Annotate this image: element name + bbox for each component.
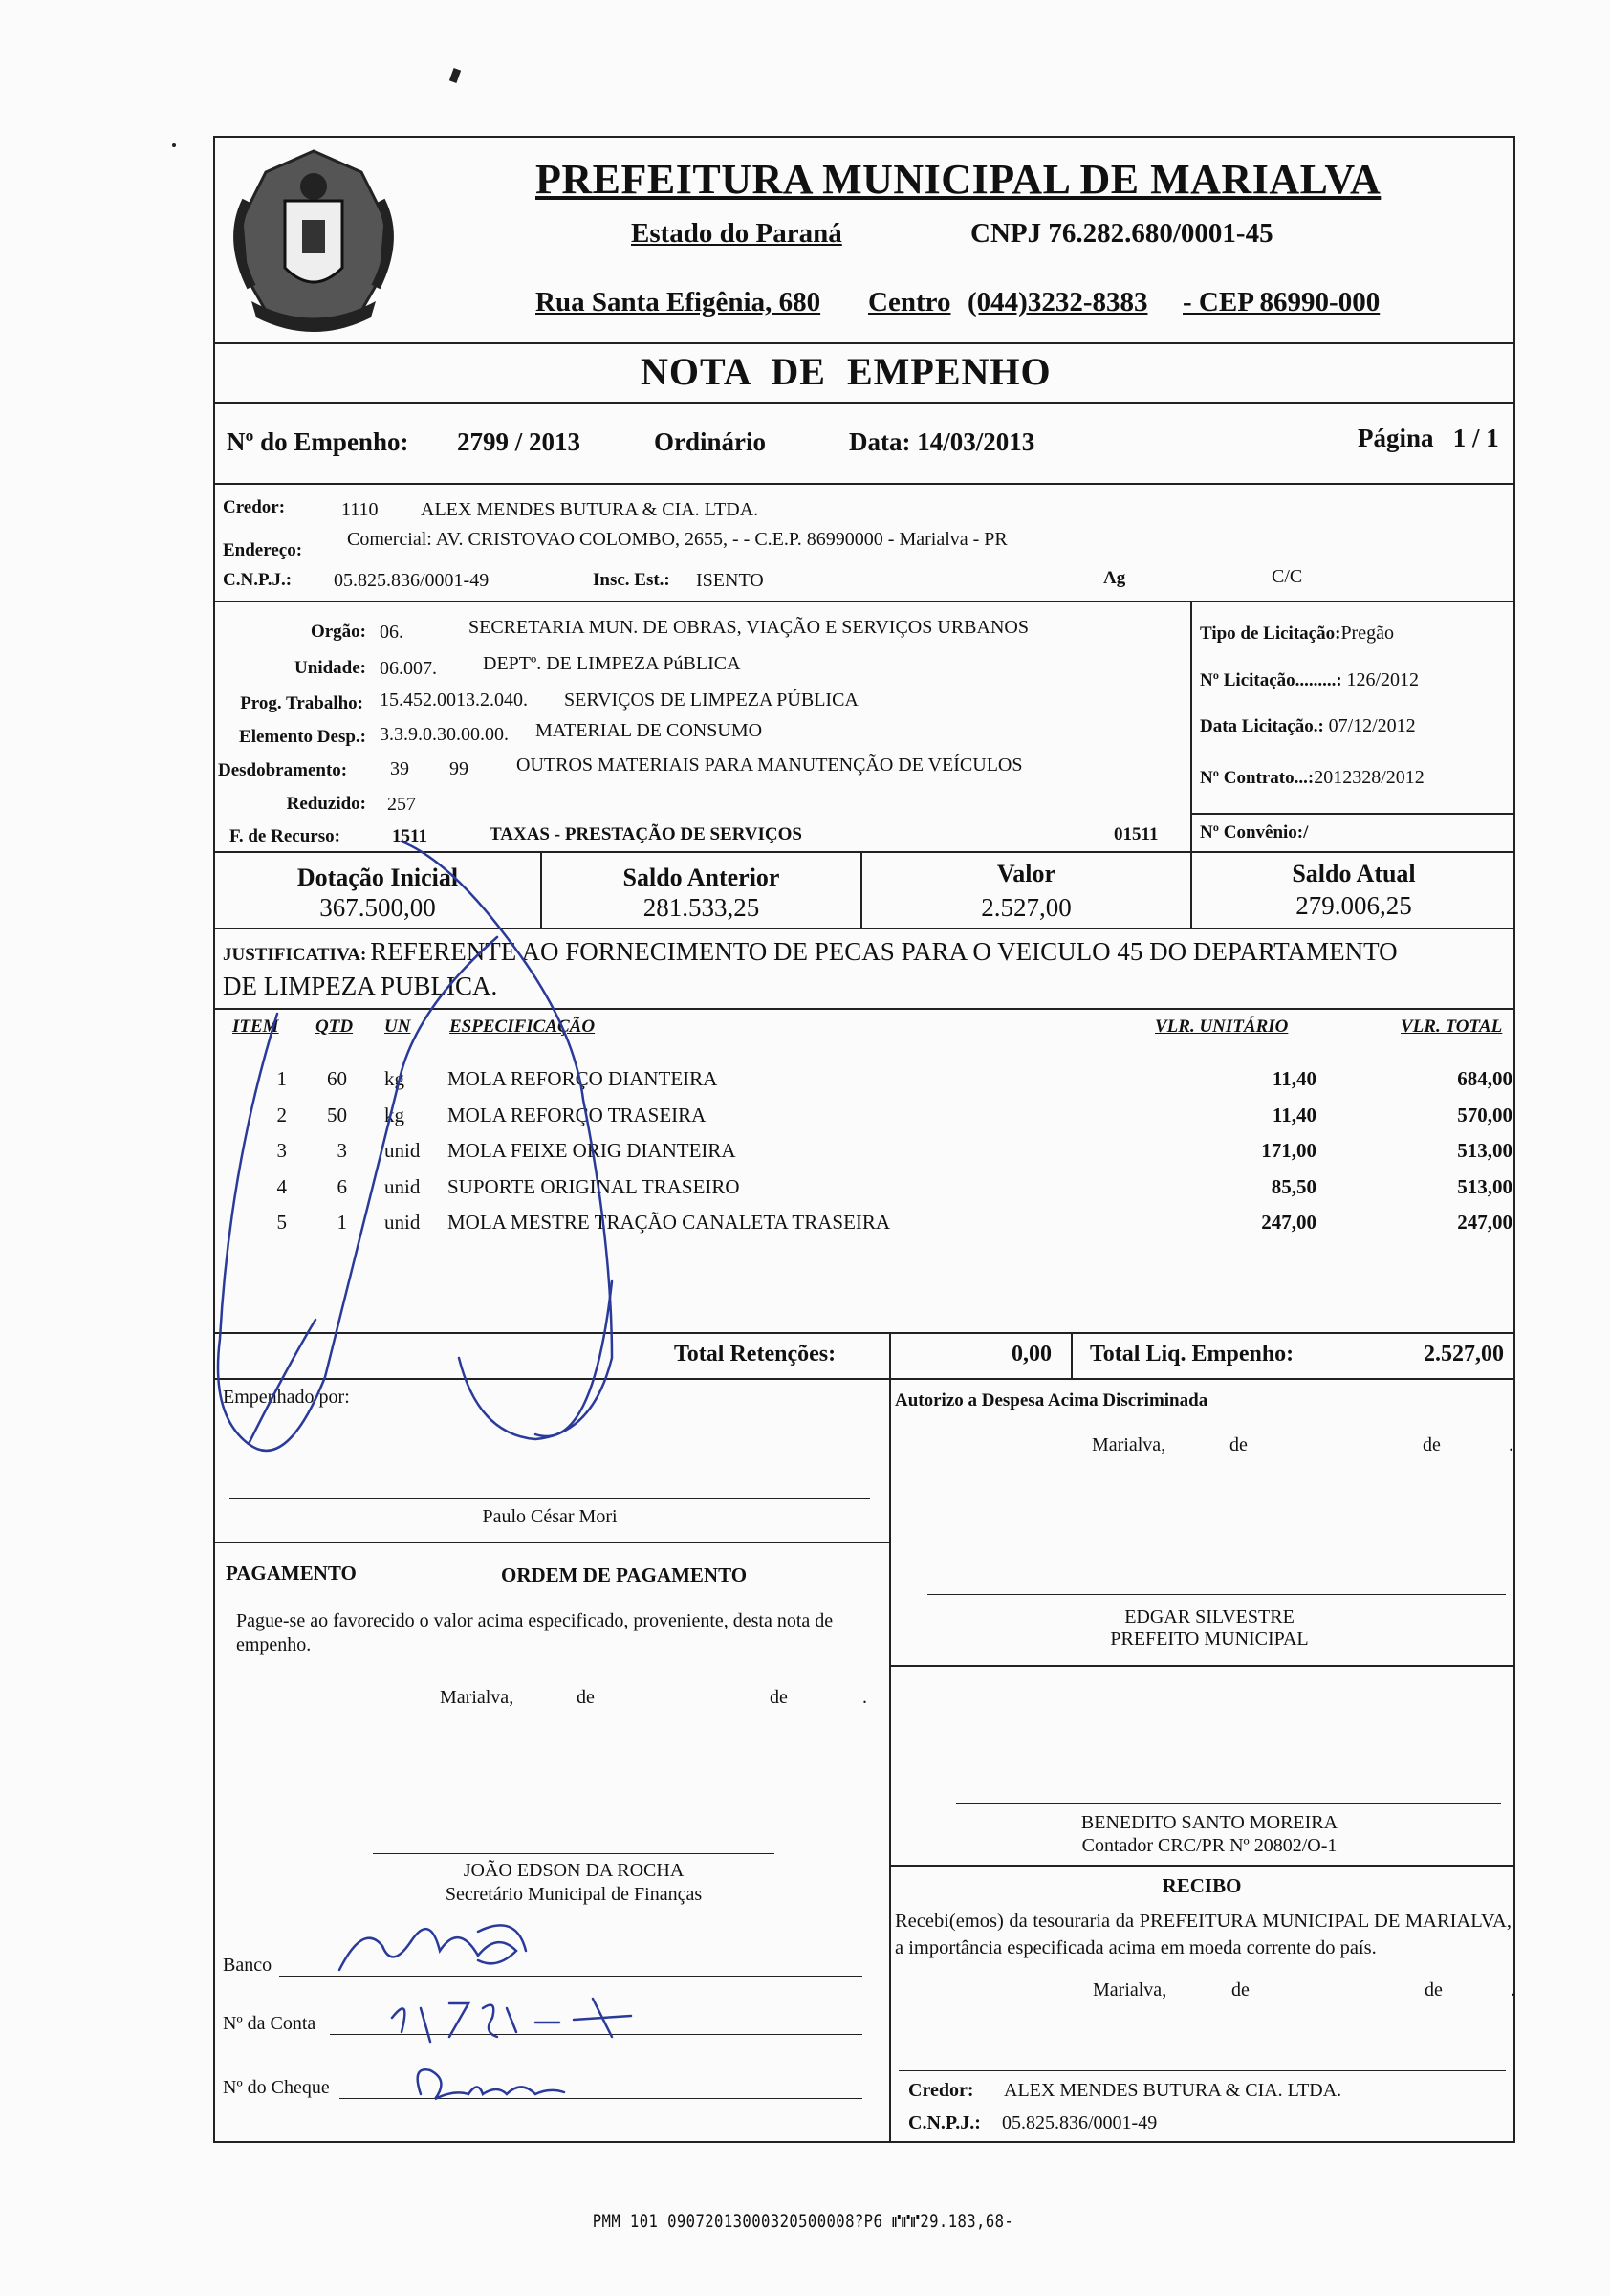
reduzido-label: Reduzido:	[286, 794, 366, 814]
licitacao-contrato	[1200, 767, 1425, 789]
prog-name: SERVIÇOS DE LIMPEZA PÚBLICA	[564, 689, 859, 711]
prog-label: Prog. Trabalho:	[240, 693, 363, 713]
banco-label: Banco	[223, 1955, 272, 1976]
desdobramento-name: OUTROS MATERIAIS PARA MANUTENÇÃO DE VEÍCULOS	[516, 754, 1023, 776]
item-un: kg	[384, 1067, 404, 1090]
desdobramento-code: 39	[390, 758, 409, 779]
dotacao-inicial-label: Dotação Inicial	[296, 864, 459, 891]
signature-line	[373, 1853, 774, 1854]
licitacao-numero-value: 126/2012	[1346, 669, 1420, 690]
item-qtd: 1	[337, 1211, 347, 1234]
licitacao-numero	[1200, 669, 1419, 691]
valor-label: Valor	[996, 860, 1056, 887]
autorizo-text: Autorizo a Despesa Acima Discriminada	[895, 1390, 1208, 1410]
recibo-title: RECIBO	[1162, 1874, 1242, 1897]
recibo-cnpj: 05.825.836/0001-49	[1002, 2112, 1158, 2133]
retencoes-value: 0,00	[1012, 1342, 1052, 1367]
justificativa-text-cont: DE LIMPEZA PUBLICA.	[223, 972, 498, 1000]
footer-micr: PMM 101 09072013000320500008?P6 ⑈⑈⑈29.183,68-	[592, 2211, 1014, 2232]
credor-code: 1110	[341, 499, 379, 520]
autorizo-dot: .	[1509, 1434, 1513, 1455]
scan-mark	[449, 68, 461, 83]
signature-line	[899, 2070, 1506, 2071]
contador-role: Contador CRC/PR Nº 20802/O-1	[1081, 1835, 1338, 1856]
divider	[889, 1378, 891, 2143]
unidade-name: DEPTº. DE LIMPEZA PúBLICA	[483, 653, 741, 674]
pague-dot: .	[862, 1687, 867, 1708]
orgao-code: 06.	[380, 622, 403, 643]
header-district: Centro	[868, 287, 951, 317]
licitacao-data-label: Data Licitação.:	[1200, 716, 1324, 736]
signature-line	[229, 1498, 870, 1499]
item-unit: 11,40	[1272, 1067, 1316, 1090]
unidade-label: Unidade:	[294, 658, 366, 678]
empenhado-label: Empenhado por:	[223, 1387, 350, 1408]
item-qtd: 50	[327, 1104, 347, 1126]
recibo-de-2: de	[1425, 1979, 1443, 2001]
scan-mark	[172, 143, 176, 147]
divider	[213, 1008, 1515, 1010]
secretario-role: Secretário Municipal de Finanças	[445, 1884, 703, 1905]
item-unit: 85,50	[1271, 1175, 1316, 1198]
item-spec: MOLA FEIXE ORIG DIANTEIRA	[447, 1139, 736, 1162]
insc-value: ISENTO	[696, 570, 764, 591]
items-header-spec: ESPECIFICAÇÃO	[449, 1017, 596, 1037]
pague-de-1: de	[577, 1687, 595, 1708]
saldo-atual-label: Saldo Atual	[1292, 860, 1416, 887]
page-number: Página 1 / 1	[1358, 424, 1499, 452]
divider	[889, 1665, 1515, 1667]
conta-label: Nº da Conta	[223, 2013, 316, 2034]
item-spec: MOLA REFORÇO TRASEIRA	[447, 1104, 707, 1126]
pague-de-2: de	[770, 1687, 788, 1708]
item-number: 3	[276, 1139, 287, 1162]
pagamento-heading: PAGAMENTO	[226, 1562, 357, 1585]
item-unit: 171,00	[1261, 1139, 1316, 1162]
saldo-anterior-value: 281.533,25	[642, 893, 760, 922]
orgao-label: Orgão:	[310, 622, 366, 642]
divider	[213, 1332, 1515, 1334]
empenho-type: Ordinário	[654, 427, 767, 456]
justificativa-label: JUSTIFICATIVA:	[223, 945, 367, 965]
divider	[889, 1332, 891, 1378]
item-total: 570,00	[1457, 1104, 1512, 1126]
licitacao-numero-label: Nº Licitação.........:	[1200, 670, 1342, 690]
items-header-item: ITEM	[232, 1017, 279, 1037]
item-un: unid	[384, 1175, 421, 1198]
divider	[213, 1542, 889, 1543]
divider	[213, 483, 1515, 485]
item-unit: 11,40	[1272, 1104, 1316, 1126]
recurso-code: 1511	[392, 826, 427, 846]
credor-cnpj: 05.825.836/0001-49	[334, 570, 490, 591]
saldo-atual-value: 279.006,25	[1295, 891, 1412, 920]
divider	[213, 601, 1515, 602]
desdobramento-sub: 99	[449, 758, 468, 779]
divider	[213, 342, 1515, 344]
licitacao-data	[1200, 715, 1416, 737]
item-spec: SUPORTE ORIGINAL TRASEIRO	[447, 1175, 740, 1198]
empenho-date: Data: 14/03/2013	[849, 427, 1035, 456]
cheque-label: Nº do Cheque	[223, 2077, 330, 2098]
item-spec: MOLA REFORÇO DIANTEIRA	[447, 1067, 718, 1090]
items-header-qtd: QTD	[315, 1017, 354, 1037]
item-un: unid	[384, 1211, 421, 1234]
prefeito-role: PREFEITO MUNICIPAL	[1110, 1629, 1309, 1650]
item-qtd: 60	[327, 1067, 347, 1090]
agency-label: Ag	[1103, 568, 1126, 588]
item-un: kg	[384, 1104, 404, 1126]
page-title: PREFEITURA MUNICIPAL DE MARIALVA	[535, 156, 1382, 203]
signature-line	[927, 1594, 1506, 1595]
licitacao-contrato-label: Nº Contrato...:	[1200, 768, 1315, 788]
header-street: Rua Santa Efigênia, 680	[535, 287, 821, 317]
items-header-unit: VLR. UNITÁRIO	[1155, 1017, 1289, 1037]
divider	[213, 851, 1515, 853]
recibo-de-1: de	[1231, 1979, 1250, 2001]
pague-text: Pague-se ao favorecido o valor acima especificado, proveniente, desta nota de empenho.	[236, 1610, 834, 1655]
desdobramento-label: Desdobramento:	[218, 760, 348, 780]
item-number: 1	[276, 1067, 287, 1090]
secretario-name: JOÃO EDSON DA ROCHA	[463, 1860, 685, 1881]
account-label: C/C	[1272, 566, 1303, 587]
header-cep: - CEP 86990-000	[1183, 287, 1381, 317]
header-phone: (044)3232-8383	[968, 287, 1148, 317]
prog-code: 15.452.0013.2.040.	[380, 689, 528, 711]
conta-line	[330, 2034, 862, 2035]
item-spec: MOLA MESTRE TRAÇÃO CANALETA TRASEIRA	[447, 1211, 891, 1234]
licitacao-tipo-label: Tipo de Licitação:	[1200, 623, 1341, 644]
item-qtd: 3	[337, 1139, 347, 1162]
signature-line	[956, 1803, 1501, 1804]
elemento-name: MATERIAL DE CONSUMO	[535, 720, 763, 741]
cheque-line	[339, 2098, 862, 2099]
item-total: 247,00	[1457, 1211, 1512, 1234]
banco-line	[279, 1976, 862, 1977]
items-header-un: UN	[384, 1017, 411, 1037]
valor-value: 2.527,00	[981, 893, 1072, 922]
justificativa	[223, 937, 1509, 967]
recurso-label: F. de Recurso:	[229, 826, 340, 846]
document-title: NOTA DE EMPENHO	[641, 350, 1052, 393]
prefeito-name: EDGAR SILVESTRE	[1124, 1607, 1295, 1628]
item-unit: 247,00	[1261, 1211, 1316, 1234]
recurso-name: TAXAS - PRESTAÇÃO DE SERVIÇOS	[490, 824, 802, 844]
recibo-place: Marialva,	[1093, 1979, 1167, 2001]
justificativa-text: REFERENTE AO FORNECIMENTO DE PECAS PARA O VEICULO 45 DO DEPARTAMENTO	[370, 937, 1398, 966]
licitacao-data-value: 07/12/2012	[1328, 715, 1416, 736]
licitacao-contrato-value: 2012328/2012	[1314, 767, 1425, 788]
elemento-label: Elemento Desp.:	[239, 727, 366, 747]
recurso-number: 01511	[1114, 824, 1159, 844]
retencoes-label: Total Retenções:	[674, 1342, 837, 1367]
divider	[213, 928, 1515, 929]
credor-cnpj-label: C.N.P.J.:	[223, 570, 293, 590]
divider	[1071, 1332, 1073, 1378]
credor-label: Credor:	[223, 497, 286, 517]
insc-label: Insc. Est.:	[593, 570, 670, 590]
divider	[213, 402, 1515, 404]
recibo-text: Recebi(emos) da tesouraria da PREFEITURA MUNICIPAL DE MARIALVA, a importância especificada acima em moeda corrente do país.	[895, 1911, 1512, 1958]
endereco-value: Comercial: AV. CRISTOVAO COLOMBO, 2655, - - C.E.P. 86990000 - Marialva - PR	[347, 529, 1008, 550]
empenhado-name: Paulo César Mori	[482, 1506, 618, 1527]
divider	[213, 1378, 1515, 1380]
item-qtd: 6	[337, 1175, 347, 1198]
ordem-heading: ORDEM DE PAGAMENTO	[501, 1563, 748, 1586]
empenho-number: 2799 / 2013	[457, 427, 581, 456]
item-total: 513,00	[1457, 1175, 1512, 1198]
items-header-total: VLR. TOTAL	[1401, 1017, 1503, 1037]
unidade-code: 06.007.	[380, 658, 437, 679]
autorizo-place: Marialva,	[1092, 1434, 1166, 1455]
convenio-label: Nº Convênio:/	[1200, 822, 1309, 842]
contador-name: BENEDITO SANTO MOREIRA	[1080, 1812, 1338, 1833]
item-total: 513,00	[1457, 1139, 1512, 1162]
item-number: 5	[276, 1211, 287, 1234]
state-name: Estado do Paraná	[631, 218, 842, 249]
empenho-number-label: Nº do Empenho:	[227, 427, 409, 456]
liquido-label: Total Liq. Empenho:	[1090, 1342, 1295, 1367]
autorizo-de-2: de	[1423, 1434, 1441, 1455]
recibo-credor-name: ALEX MENDES BUTURA & CIA. LTDA.	[1004, 2080, 1342, 2101]
coat-of-arms-seal	[218, 143, 409, 339]
credor-name: ALEX MENDES BUTURA & CIA. LTDA.	[421, 499, 759, 520]
recibo-cnpj-label: C.N.P.J.:	[908, 2112, 981, 2133]
item-un: unid	[384, 1139, 421, 1162]
saldo-anterior-label: Saldo Anterior	[622, 864, 780, 891]
item-number: 2	[276, 1104, 287, 1126]
licitacao-tipo-value: Pregão	[1340, 623, 1394, 644]
licitacao-tipo	[1200, 623, 1394, 645]
recibo-dot: .	[1511, 1979, 1515, 2001]
autorizo-de-1: de	[1229, 1434, 1248, 1455]
reduzido-value: 257	[387, 794, 416, 815]
header-cnpj: CNPJ 76.282.680/0001-45	[970, 218, 1273, 249]
orgao-name: SECRETARIA MUN. DE OBRAS, VIAÇÃO E SERVIÇOS URBANOS	[468, 617, 1029, 638]
coat-of-arms-icon	[218, 143, 409, 339]
dotacao-inicial-value: 367.500,00	[319, 893, 436, 922]
item-total: 684,00	[1457, 1067, 1512, 1090]
liquido-value: 2.527,00	[1424, 1342, 1504, 1367]
divider	[1190, 813, 1515, 815]
elemento-code: 3.3.9.0.30.00.00.	[380, 724, 509, 745]
pague-place: Marialva,	[440, 1687, 514, 1708]
divider	[889, 1865, 1515, 1867]
item-number: 4	[276, 1175, 287, 1198]
endereco-label: Endereço:	[223, 540, 303, 560]
recibo-credor-label: Credor:	[908, 2080, 974, 2101]
